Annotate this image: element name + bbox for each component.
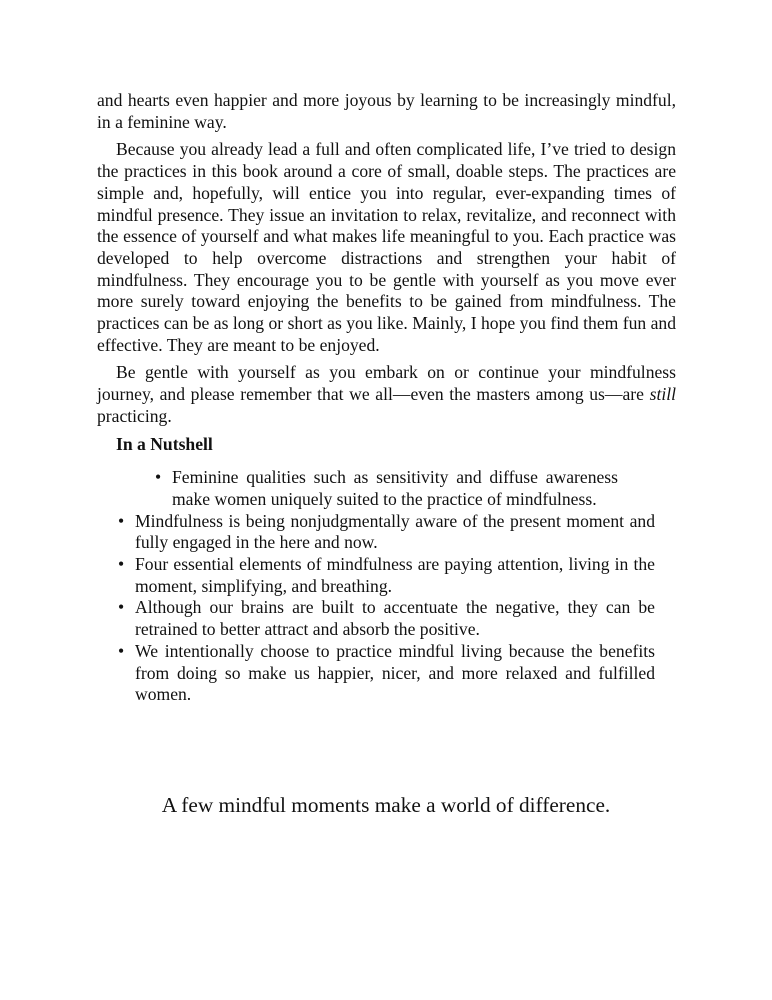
nutshell-list-first [155,467,618,510]
book-page [97,90,676,706]
list-item-text: Feminine qualities such as sensitivity and diffuse awareness make women uniquely suited to the practice of mindfulness. [172,467,618,509]
nutshell-list [118,510,655,706]
list-item-text: Four essential elements of mindfulness are paying attention, living in the moment, simplifying, and breathing. [135,554,655,596]
bullet-icon: • [118,597,125,618]
list-item-text: We intentionally choose to practice mindful living because the benefits from doing so make us happier, nicer, and more relaxed and fulfilled women. [135,640,655,705]
list-item-text: Mindfulness is being nonjudgmentally aware of the present moment and fully engaged in the here and now. [135,510,655,553]
list-item-text: Although our brains are built to accentuate the negative, they can be retrained to better attract and absorb the positive. [135,597,655,640]
bullet-icon: • [118,554,125,575]
paragraph-be-gentle-end: practicing. [97,405,172,426]
paragraph-be-gentle-text: Be gentle with yourself as you embark on or continue your mindfulness journey, and please remember that we all—even the masters among us—are [97,362,676,405]
list-item [118,510,655,554]
paragraph-be-gentle [97,362,676,427]
list-item [118,554,655,597]
paragraph-be-gentle-italic: still [649,384,676,405]
paragraph-continuation: and hearts even happier and more joyous by learning to be increasingly mindful, in a feminine way. [97,90,676,132]
list-item [118,597,655,640]
list-item [155,467,618,510]
section-heading: In a Nutshell [116,433,213,454]
paragraph-practices: Because you already lead a full and often complicated life, I’ve tried to design the practices in this book around a core of small, doable steps. The practices are simple and, hopefully, will entice you into regular, ever-expanding times of mindful presence. They issue an invitation to relax, revitalize, and reconnect with the essence of yourself and what makes life meaningful to you. Each practice was developed to help overcome distractions and strengthen your habit of mindfulness. They encourage you to be gentle with yourself as you move ever more surely toward enjoying the benefits to be gained from mindfulness. The practices can be as long or short as you like. Mainly, I hope you find them fun and effective. They are meant to be enjoyed. [97,139,676,355]
bullet-icon: • [118,510,125,531]
closing-quote: A few mindful moments make a world of difference. [161,793,611,817]
list-item [118,640,655,706]
bullet-icon: • [118,640,125,661]
bullet-icon: • [155,467,162,488]
